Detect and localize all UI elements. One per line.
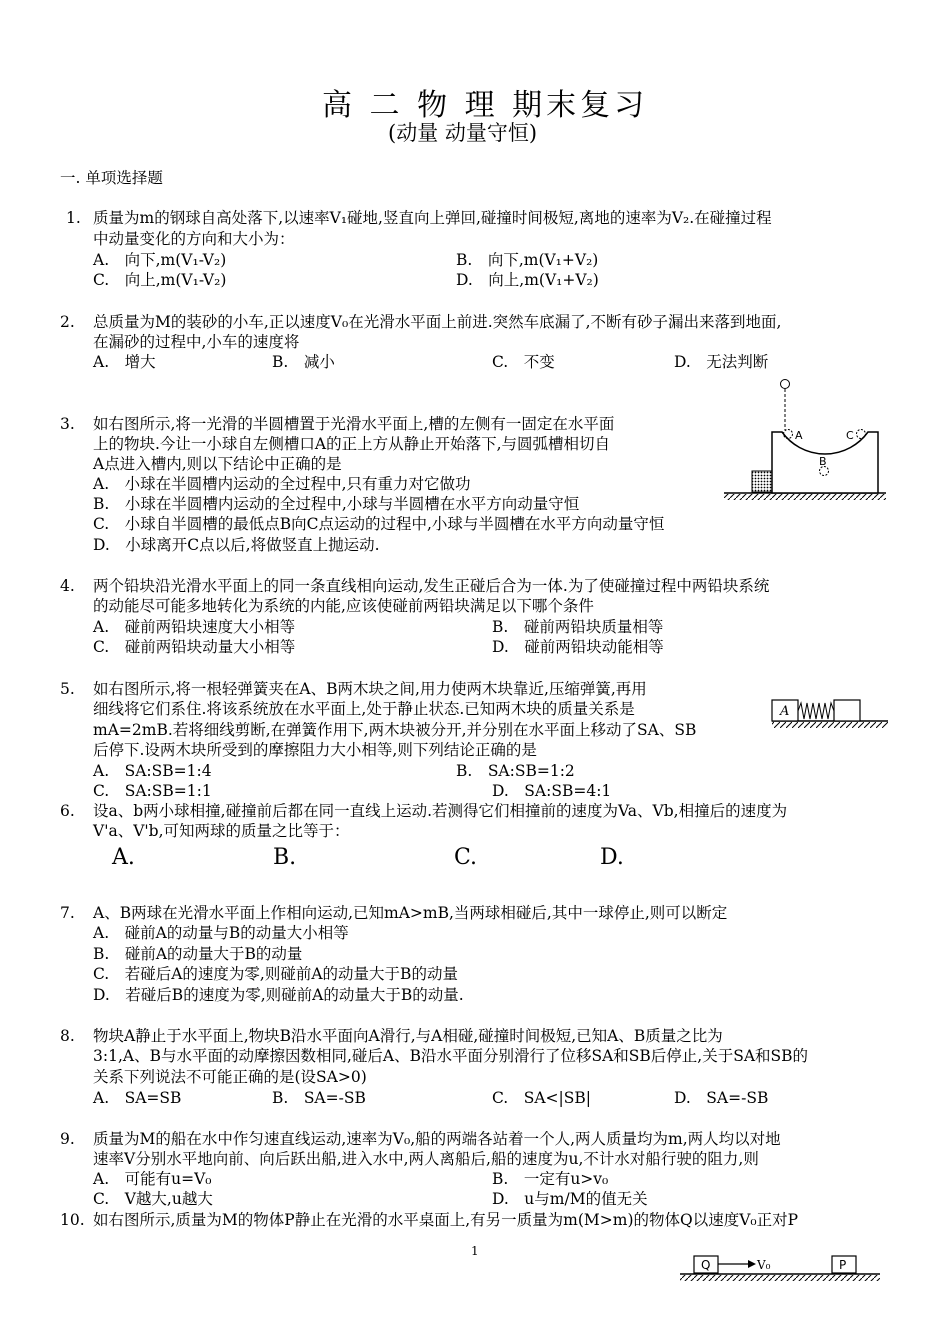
- velocity-label: V₀: [757, 1258, 771, 1272]
- question-text: 质量为m的钢球自高处落下,以速率V₁碰地,竖直向上弹回,碰撞时间极短,离地的速率为V₂.在碰撞过程: [93, 209, 772, 227]
- question-text: V'a、V'b,可知两球的质量之比等于：: [93, 822, 350, 840]
- question-text: 细线将它们系住.将该系统放在水平面上,处于静止状态.已知两木块的质量关系是: [93, 700, 635, 718]
- option-a: A.: [112, 845, 135, 870]
- question-text: 3:1,A、B与水平面的动摩擦因数相同,碰后A、B沿水平面分别滑行了位移SA和SB后停止,关于SA和SB的: [93, 1047, 809, 1065]
- question-number: 7.: [60, 904, 75, 922]
- question-number: 3.: [60, 415, 75, 433]
- option-d: D. 向上,m(V₁+V₂): [456, 271, 599, 289]
- option-b: B. SA=-SB: [272, 1089, 366, 1107]
- option-a: A. 增大: [93, 353, 156, 371]
- section-heading: 一. 单项选择题: [60, 169, 163, 187]
- option-d: D. 小球离开C点以后,将做竖直上抛运动.: [93, 536, 380, 554]
- question-number: 10.: [60, 1211, 85, 1229]
- option-d: D. u与m/M的值无关: [492, 1190, 648, 1208]
- option-b: B. 向下,m(V₁+V₂): [456, 251, 599, 269]
- option-c: C. V越大,u越大: [93, 1190, 213, 1208]
- option-c: C. 不变: [492, 353, 555, 371]
- page-title: 高 二 物 理 期末复习: [322, 88, 649, 123]
- question-text: 两个铅块沿光滑水平面上的同一条直线相向运动,发生正碰后合为一体.为了使碰撞过程中两铅块系统: [93, 577, 770, 595]
- option-c: C. 若碰后A的速度为零,则碰前A的动量大于B的动量: [93, 965, 458, 983]
- question-number: 9.: [60, 1130, 75, 1148]
- option-b: B. SA:SB=1:2: [456, 762, 575, 780]
- option-b: B. 碰前A的动量大于B的动量: [93, 945, 303, 963]
- option-d: D. SA:SB=4:1: [492, 782, 612, 800]
- point-b-label: B: [819, 455, 827, 468]
- option-a: A. 碰前A的动量与B的动量大小相等: [93, 924, 349, 942]
- option-b: B.: [273, 845, 297, 870]
- question-text: 中动量变化的方向和大小为：: [93, 230, 295, 248]
- option-a: A. 可能有u=V₀: [93, 1170, 212, 1188]
- question-text: 速率V分别水平地向前、向后跃出船,进入水中,两人离船后,船的速度为u,不计水对船行驶的阻力,则: [93, 1150, 759, 1168]
- option-d: D. 无法判断: [674, 353, 769, 371]
- question-text: 上的物块.今让一小球自左侧槽口A的正上方从静止开始落下,与圆弧槽相切自: [93, 435, 611, 453]
- question-text: 关系下列说法不可能正确的是(设SA>0): [93, 1068, 367, 1086]
- block-a-label: A: [780, 704, 790, 719]
- question-text: A、B两球在光滑水平面上作相向运动,已知mA>mB,当两球相碰后,其中一球停止,则可以断定: [93, 904, 728, 922]
- question-text: 如右图所示,将一根轻弹簧夹在A、B两木块之间,用力使两木块靠近,压缩弹簧,再用: [93, 680, 647, 698]
- option-c: C. 碰前两铅块动量大小相等: [93, 638, 296, 656]
- question-text: 如右图所示,将一光滑的半圆槽置于光滑水平面上,槽的左侧有一固定在水平面: [93, 415, 615, 433]
- option-c: C. SA:SB=1:1: [93, 782, 212, 800]
- option-d: D.: [600, 845, 624, 870]
- block-q-label: Q: [701, 1258, 711, 1272]
- question-text: 物块A静止于水平面上,物块B沿水平面向A滑行,与A相碰,碰撞时间极短,已知A、B质量之比为: [93, 1027, 723, 1045]
- question-text: 如右图所示,质量为M的物体P静止在光滑的水平桌面上,有另一质量为m(M>m)的物体Q以速度V₀正对P: [93, 1211, 799, 1229]
- page-number: 1: [471, 1244, 479, 1258]
- option-b: B. 碰前两铅块质量相等: [492, 618, 664, 636]
- option-a: A. SA:SB=1:4: [93, 762, 212, 780]
- semicircle-groove-figure: [718, 372, 890, 506]
- option-c: C. SA<|SB|: [492, 1089, 591, 1107]
- block-p-label: P: [839, 1258, 847, 1272]
- option-a: A. SA=SB: [93, 1089, 182, 1107]
- point-a-label: A: [795, 429, 803, 442]
- question-text: A点进入槽内,则以下结论中正确的是: [93, 455, 342, 473]
- option-b: B. 一定有u>v₀: [492, 1170, 609, 1188]
- option-b: B. 小球在半圆槽内运动的全过程中,小球与半圆槽在水平方向动量守恒: [93, 495, 580, 513]
- question-text: mA=2mB.若将细线剪断,在弹簧作用下,两木块被分开,并分别在水平面上移动了SA、SB: [93, 721, 697, 739]
- page-subtitle: (动量 动量守恒): [388, 121, 538, 145]
- option-d: D. 若碰后B的速度为零,则碰前A的动量大于B的动量.: [93, 986, 464, 1004]
- question-text: 质量为M的船在水中作匀速直线运动,速率为V₀,船的两端各站着一个人,两人质量均为m,两人均以对地: [93, 1130, 781, 1148]
- option-a: A. 向下,m(V₁-V₂): [93, 251, 227, 269]
- question-text: 总质量为M的装砂的小车,正以速度V₀在光滑水平面上前进.突然车底漏了,不断有砂子漏出来落到地面,: [93, 313, 782, 331]
- question-text: 在漏砂的过程中,小车的速度将: [93, 333, 300, 351]
- question-text: 设a、b两小球相撞,碰撞前后都在同一直线上运动.若测得它们相撞前的速度为Va、Vb,相撞后的速度为: [93, 802, 788, 820]
- option-d: D. 碰前两铅块动能相等: [492, 638, 664, 656]
- option-c: C.: [454, 845, 478, 870]
- question-number: 5.: [60, 680, 75, 698]
- blocks-collision-figure: [676, 1248, 884, 1288]
- option-a: A. 碰前两铅块速度大小相等: [93, 618, 296, 636]
- option-c: C. 向上,m(V₁-V₂): [93, 271, 227, 289]
- spring-blocks-figure: [768, 692, 892, 732]
- question-text: 的动能尽可能多地转化为系统的内能,应该使碰前两铅块满足以下哪个条件: [93, 597, 594, 615]
- question-number: 8.: [60, 1027, 75, 1045]
- point-c-label: C: [846, 429, 854, 442]
- question-number: 4.: [60, 577, 75, 595]
- option-b: B. 减小: [272, 353, 335, 371]
- option-d: D. SA=-SB: [674, 1089, 769, 1107]
- question-number: 6.: [60, 802, 75, 820]
- question-number: 2.: [60, 313, 75, 331]
- question-number: 1.: [66, 209, 81, 227]
- question-text: 后停下.设两木块所受到的摩擦阻力大小相等,则下列结论正确的是: [93, 741, 537, 759]
- option-a: A. 小球在半圆槽内运动的全过程中,只有重力对它做功: [93, 475, 471, 493]
- option-c: C. 小球自半圆槽的最低点B向C点运动的过程中,小球与半圆槽在水平方向动量守恒: [93, 515, 665, 533]
